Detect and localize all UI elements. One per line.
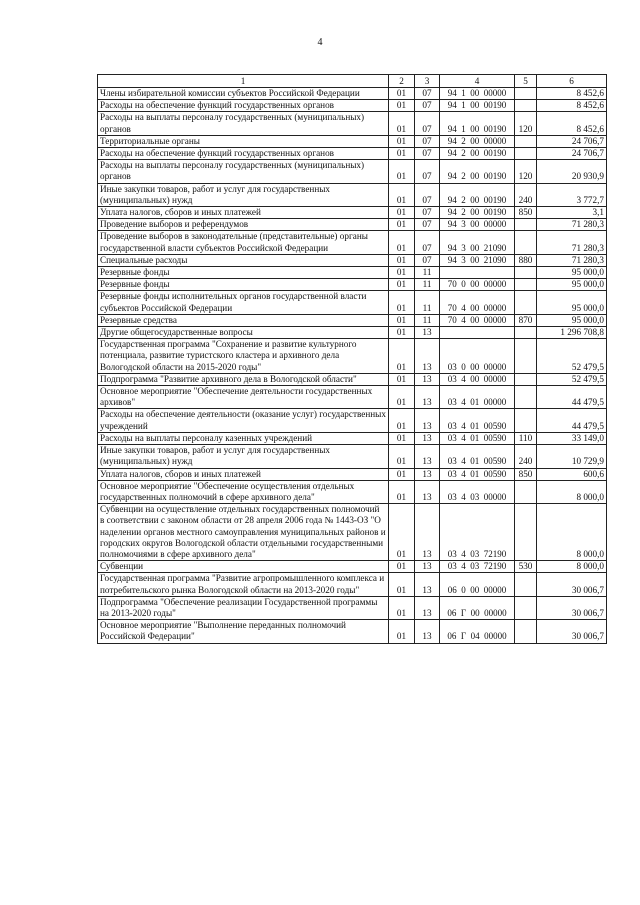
row-target-article: 94 2 00 00190 [440, 160, 515, 183]
row-name: Расходы на выплаты персоналу казенных учреждений [98, 432, 389, 444]
row-name: Субвенции на осуществление отдельных государственных полномочий в соответствии с законом области от 28 апреля 2006 года № 1443-ОЗ "О наделении органов местного самоуправления муниципальных районов и городских округов Вологодской области отдельными государственными полномочиями в сфере архивного дела" [98, 504, 389, 561]
row-subsection: 13 [415, 373, 440, 385]
row-section: 01 [389, 339, 415, 374]
row-amount: 8 000,0 [537, 561, 607, 573]
table-row [98, 373, 607, 385]
table-row [98, 504, 607, 561]
row-name: Расходы на обеспечение деятельности (оказание услуг) государственных учреждений [98, 409, 389, 432]
row-target-article: 03 4 03 72190 [440, 561, 515, 573]
row-section: 01 [389, 432, 415, 444]
row-name: Основное мероприятие "Выполнение переданных полномочий Российской Федерации" [98, 620, 389, 643]
row-name: Резервные фонды исполнительных органов государственной власти субъектов Российской Федерации [98, 291, 389, 314]
row-section: 01 [389, 112, 415, 135]
row-name: Субвенции [98, 561, 389, 573]
row-section: 01 [389, 314, 415, 326]
row-subsection: 11 [415, 267, 440, 279]
row-amount: 30 006,7 [537, 573, 607, 596]
table-row [98, 112, 607, 135]
row-target-article: 94 1 00 00000 [440, 88, 515, 100]
row-section: 01 [389, 148, 415, 160]
row-name: Проведение выборов и референдумов [98, 219, 389, 231]
row-name: Расходы на выплаты персоналу государственных (муниципальных) органов [98, 112, 389, 135]
row-name: Подпрограмма "Развитие архивного дела в Вологодской области" [98, 373, 389, 385]
row-expense-type [515, 339, 537, 374]
table-row [98, 409, 607, 432]
row-target-article: 94 2 00 00190 [440, 183, 515, 206]
row-subsection: 07 [415, 135, 440, 147]
table-row [98, 620, 607, 643]
row-amount: 52 479,5 [537, 373, 607, 385]
row-amount: 8 000,0 [537, 480, 607, 503]
row-subsection: 07 [415, 219, 440, 231]
row-amount: 71 280,3 [537, 219, 607, 231]
row-subsection: 13 [415, 573, 440, 596]
row-expense-type: 120 [515, 112, 537, 135]
row-name: Иные закупки товаров, работ и услуг для государственных (муниципальных) нужд [98, 183, 389, 206]
table-row [98, 279, 607, 291]
row-expense-type [515, 148, 537, 160]
row-section: 01 [389, 88, 415, 100]
row-target-article [440, 267, 515, 279]
table-header-row [98, 75, 607, 88]
row-section: 01 [389, 279, 415, 291]
table-row [98, 445, 607, 468]
row-section: 01 [389, 409, 415, 432]
row-section: 01 [389, 327, 415, 339]
header-amount: 6 [537, 75, 607, 88]
row-amount: 3 772,7 [537, 183, 607, 206]
row-subsection: 13 [415, 432, 440, 444]
row-section: 01 [389, 596, 415, 619]
row-target-article: 03 0 00 00000 [440, 339, 515, 374]
row-target-article: 03 4 03 72190 [440, 504, 515, 561]
row-amount: 3,1 [537, 207, 607, 219]
row-expense-type [515, 135, 537, 147]
row-section: 01 [389, 386, 415, 409]
row-subsection: 13 [415, 504, 440, 561]
row-expense-type [515, 504, 537, 561]
row-name: Резервные фонды [98, 279, 389, 291]
header-section: 2 [389, 75, 415, 88]
table-body [98, 88, 607, 644]
row-amount: 33 149,0 [537, 432, 607, 444]
row-name: Расходы на обеспечение функций государственных органов [98, 100, 389, 112]
row-amount: 20 930,9 [537, 160, 607, 183]
row-amount: 52 479,5 [537, 339, 607, 374]
table-row [98, 386, 607, 409]
row-name: Резервные фонды [98, 267, 389, 279]
row-expense-type [515, 100, 537, 112]
row-expense-type [515, 573, 537, 596]
row-subsection: 07 [415, 207, 440, 219]
row-target-article: 70 0 00 00000 [440, 279, 515, 291]
row-target-article: 03 4 01 00590 [440, 468, 515, 480]
row-amount: 44 479,5 [537, 409, 607, 432]
row-subsection: 13 [415, 409, 440, 432]
row-target-article: 03 4 01 00590 [440, 445, 515, 468]
row-name: Государственная программа "Сохранение и развитие культурного потенциала, развитие туристского кластера и архивного дела Вологодской области на 2015-2020 годы" [98, 339, 389, 374]
page-number: 4 [317, 37, 323, 48]
row-amount: 8 452,6 [537, 88, 607, 100]
row-target-article: 70 4 00 00000 [440, 314, 515, 326]
row-subsection: 13 [415, 620, 440, 643]
row-section: 01 [389, 183, 415, 206]
table-row [98, 561, 607, 573]
row-target-article: 03 4 03 00000 [440, 480, 515, 503]
row-target-article: 94 2 00 00000 [440, 135, 515, 147]
row-expense-type [515, 231, 537, 254]
row-subsection: 07 [415, 231, 440, 254]
row-name: Проведение выборов в законодательные (представительные) органы государственной власти субъектов Российской Федерации [98, 231, 389, 254]
row-amount: 71 280,3 [537, 231, 607, 254]
row-subsection: 11 [415, 291, 440, 314]
table-row [98, 314, 607, 326]
row-section: 01 [389, 373, 415, 385]
row-target-article: 94 3 00 21090 [440, 254, 515, 266]
row-amount: 95 000,0 [537, 279, 607, 291]
table-row [98, 327, 607, 339]
row-section: 01 [389, 504, 415, 561]
row-expense-type: 110 [515, 432, 537, 444]
row-subsection: 07 [415, 183, 440, 206]
row-subsection: 11 [415, 314, 440, 326]
row-amount: 8 000,0 [537, 504, 607, 561]
row-name: Резервные средства [98, 314, 389, 326]
table-row [98, 207, 607, 219]
row-expense-type [515, 327, 537, 339]
row-section: 01 [389, 468, 415, 480]
row-amount: 8 452,6 [537, 100, 607, 112]
row-amount: 8 452,6 [537, 112, 607, 135]
row-expense-type: 120 [515, 160, 537, 183]
table-row [98, 100, 607, 112]
row-section: 01 [389, 207, 415, 219]
row-name: Уплата налогов, сборов и иных платежей [98, 468, 389, 480]
row-section: 01 [389, 620, 415, 643]
row-target-article: 06 0 00 00000 [440, 573, 515, 596]
row-subsection: 07 [415, 88, 440, 100]
row-expense-type [515, 267, 537, 279]
table-row [98, 148, 607, 160]
row-expense-type [515, 291, 537, 314]
header-expense-type: 5 [515, 75, 537, 88]
row-subsection: 07 [415, 100, 440, 112]
table-row [98, 88, 607, 100]
header-name: 1 [98, 75, 389, 88]
row-name: Другие общегосударственные вопросы [98, 327, 389, 339]
table-row [98, 219, 607, 231]
row-name: Иные закупки товаров, работ и услуг для государственных (муниципальных) нужд [98, 445, 389, 468]
row-amount: 95 000,0 [537, 291, 607, 314]
table-row [98, 160, 607, 183]
row-subsection: 13 [415, 327, 440, 339]
row-section: 01 [389, 219, 415, 231]
row-amount: 44 479,5 [537, 386, 607, 409]
row-expense-type [515, 88, 537, 100]
row-section: 01 [389, 231, 415, 254]
row-name: Члены избирательной комиссии субъектов Российской Федерации [98, 88, 389, 100]
table-row [98, 596, 607, 619]
row-section: 01 [389, 573, 415, 596]
row-target-article: 94 3 00 21090 [440, 231, 515, 254]
table-row [98, 468, 607, 480]
row-expense-type [515, 373, 537, 385]
row-target-article: 03 4 01 00000 [440, 386, 515, 409]
row-subsection: 07 [415, 160, 440, 183]
row-amount: 10 729,9 [537, 445, 607, 468]
row-amount: 30 006,7 [537, 596, 607, 619]
row-expense-type: 870 [515, 314, 537, 326]
row-name: Основное мероприятие "Обеспечение деятельности государственных архивов" [98, 386, 389, 409]
row-section: 01 [389, 291, 415, 314]
row-section: 01 [389, 445, 415, 468]
row-subsection: 13 [415, 445, 440, 468]
table-row [98, 573, 607, 596]
row-expense-type [515, 596, 537, 619]
row-section: 01 [389, 135, 415, 147]
table-row [98, 267, 607, 279]
row-target-article: 06 Г 04 00000 [440, 620, 515, 643]
row-amount: 30 006,7 [537, 620, 607, 643]
row-subsection: 13 [415, 386, 440, 409]
row-amount: 1 296 708,8 [537, 327, 607, 339]
table-row [98, 480, 607, 503]
row-section: 01 [389, 561, 415, 573]
row-name: Основное мероприятие "Обеспечение осуществления отдельных государственных полномочий в сфере архивного дела" [98, 480, 389, 503]
row-subsection: 07 [415, 112, 440, 135]
row-expense-type: 240 [515, 445, 537, 468]
header-target-article: 4 [440, 75, 515, 88]
budget-table [97, 74, 607, 644]
row-expense-type [515, 409, 537, 432]
row-target-article: 94 1 00 00190 [440, 112, 515, 135]
row-name: Подпрограмма "Обеспечение реализации Государственной программы на 2013-2020 годы" [98, 596, 389, 619]
table-row [98, 231, 607, 254]
row-expense-type: 880 [515, 254, 537, 266]
row-name: Государственная программа "Развитие агропромышленного комплекса и потребительского рынка Вологодской области на 2013-2020 годы" [98, 573, 389, 596]
row-section: 01 [389, 100, 415, 112]
row-subsection: 11 [415, 279, 440, 291]
table-row [98, 339, 607, 374]
row-subsection: 07 [415, 148, 440, 160]
row-section: 01 [389, 160, 415, 183]
row-subsection: 13 [415, 596, 440, 619]
table-row [98, 135, 607, 147]
row-expense-type: 850 [515, 207, 537, 219]
row-expense-type: 850 [515, 468, 537, 480]
row-name: Специальные расходы [98, 254, 389, 266]
row-target-article: 94 2 00 00190 [440, 207, 515, 219]
row-amount: 95 000,0 [537, 314, 607, 326]
row-subsection: 13 [415, 480, 440, 503]
row-subsection: 07 [415, 254, 440, 266]
row-name: Территориальные органы [98, 135, 389, 147]
table-row [98, 291, 607, 314]
row-expense-type [515, 279, 537, 291]
row-expense-type [515, 620, 537, 643]
row-expense-type [515, 386, 537, 409]
row-amount: 24 706,7 [537, 135, 607, 147]
row-amount: 71 280,3 [537, 254, 607, 266]
header-subsection: 3 [415, 75, 440, 88]
row-target-article: 94 2 00 00190 [440, 148, 515, 160]
row-section: 01 [389, 480, 415, 503]
row-amount: 95 000,0 [537, 267, 607, 279]
row-subsection: 13 [415, 468, 440, 480]
row-name: Уплата налогов, сборов и иных платежей [98, 207, 389, 219]
row-section: 01 [389, 254, 415, 266]
row-target-article [440, 327, 515, 339]
row-target-article: 94 1 00 00190 [440, 100, 515, 112]
row-amount: 600,6 [537, 468, 607, 480]
row-name: Расходы на выплаты персоналу государственных (муниципальных) органов [98, 160, 389, 183]
row-subsection: 13 [415, 561, 440, 573]
row-target-article: 94 3 00 00000 [440, 219, 515, 231]
row-amount: 24 706,7 [537, 148, 607, 160]
row-expense-type: 530 [515, 561, 537, 573]
row-expense-type [515, 219, 537, 231]
row-target-article: 03 4 01 00590 [440, 409, 515, 432]
table-row [98, 183, 607, 206]
row-expense-type [515, 480, 537, 503]
table-row [98, 254, 607, 266]
row-name: Расходы на обеспечение функций государственных органов [98, 148, 389, 160]
row-expense-type: 240 [515, 183, 537, 206]
row-target-article: 03 4 00 00000 [440, 373, 515, 385]
row-target-article: 06 Г 00 00000 [440, 596, 515, 619]
row-section: 01 [389, 267, 415, 279]
row-subsection: 13 [415, 339, 440, 374]
row-target-article: 70 4 00 00000 [440, 291, 515, 314]
row-target-article: 03 4 01 00590 [440, 432, 515, 444]
table-row [98, 432, 607, 444]
